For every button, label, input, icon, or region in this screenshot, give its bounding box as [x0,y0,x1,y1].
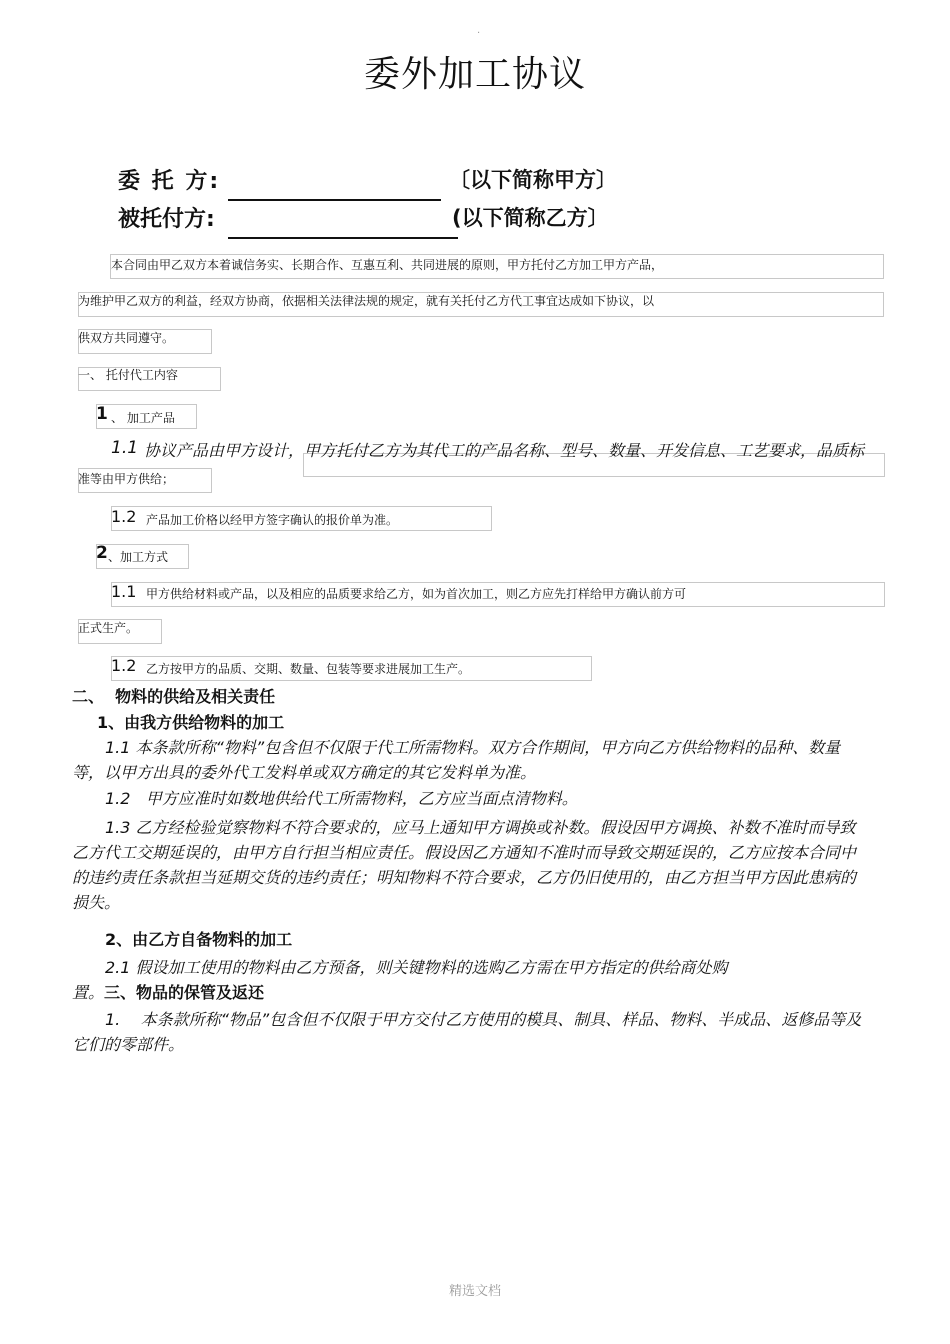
section3-heading: 三、物品的保管及返还 [104,983,265,1002]
s3-p1-line2: 它们的零部件。 [72,1035,185,1054]
p13-line1: 1.3 乙方经检验觉察物料不符合要求的，应马上通知甲方调换或补数。假设因甲方调换、补数不准时而导致 [105,818,856,837]
p21-line2-end: 置。 [72,983,105,1002]
p13-line2: 乙方代工交期延误的，由甲方自行担当相应责任。假设因乙方通知不准时而导致交期延误的，乙方应按本合同中 [72,843,857,862]
s3-p1-line1: 1. 本条款所称“物品”包含但不仅限于甲方交付乙方使用的模具、制具、样品、物料、半成品、返修品等及 [105,1010,862,1029]
clause21-text: 甲方供给材料或产品，以及相应的品质要求给乙方，如为首次加工，则乙方应先打样给甲方确认前方可 [146,587,687,601]
p11-line1: 1.1 本条款所称“物料”包含但不仅限于代工所需物料。双方合作期间，甲方向乙方供给物料的品种、数量 [105,738,841,757]
section2-paragraph-1-2 [72,786,902,811]
section2-sub1: 1、由我方供给物料的加工 [97,713,285,732]
item2-number: 2 [96,543,108,563]
clause21-number: 1.1 [111,582,137,601]
section2-heading: 二、 物料的供给及相关责任 [72,687,276,706]
item1-title: 、 加工产品 [111,411,175,425]
section3-paragraph-1 [72,1007,902,1057]
client-name-line [228,199,441,201]
contractor-label: 被托付方: [118,207,215,232]
intro-line1: 本合同由甲乙双方本着诚信务实、长期合作、互惠互利、共同进展的原则，甲方托付乙方加工甲方产品， [111,258,664,272]
p11-line2: 等，以甲方出具的委外代工发料单或双方确定的其它发料单为准。 [72,763,537,782]
page-title: 委外加工协议 [363,54,586,95]
section2-sub2: 2、由乙方自备物料的加工 [105,930,293,949]
clause11-number: 1.1 [111,438,139,458]
item1-number: 1 [96,404,108,424]
p21-line1: 2.1 假设加工使用的物料由乙方预备，则关键物料的选购乙方需在甲方指定的供给商处购 [105,958,728,977]
clause22-number: 1.2 [111,656,137,675]
p13-line4: 损失。 [72,893,121,912]
clause11-text: 协议产品由甲方设计，甲方托付乙方为其代工的产品名称、型号、数量、开发信息、工艺要求，品质标 [144,441,865,460]
intro-line3: 供双方共同遵守。 [78,331,175,345]
section2-paragraph-2-1 [72,955,902,1005]
p13-line3: 的违约责任条款担当延期交货的违约责任；明知物料不符合要求，乙方仍旧使用的，由乙方担当甲方因此患病的 [72,868,857,887]
footer-label: 精选文档 [448,1284,501,1299]
clause12-text: 产品加工价格以经甲方签字确认的报价单为准。 [146,513,399,527]
clause12-number: 1.2 [111,507,137,526]
section2-paragraph-1-3 [72,815,902,915]
client-label: 委 托 方: [118,169,221,194]
contractor-name-line [228,237,458,239]
section2-paragraph-1-1 [72,735,902,785]
client-suffix: 〔以下简称甲方〕 [449,168,617,192]
clause11-continuation: 准等由甲方供给； [78,472,175,486]
intro-line2: 为维护甲乙双方的利益，经双方协商，依据相关法律法规的规定，就有关托付乙方代工事宜达成如下协议，以 [78,294,655,308]
contractor-suffix: (以下简称乙方〕 [452,206,609,230]
p12-line: 1.2 甲方应准时如数地供给代工所需物料，乙方应当面点清物料。 [105,789,578,808]
top-dot: · [477,28,481,39]
section1-heading: 一、 托付代工内容 [78,368,178,382]
clause22-text: 乙方按甲方的品质、交期、数量、包装等要求进展加工生产。 [146,662,471,676]
item2-title: 、加工方式 [108,550,169,564]
clause21-continuation: 正式生产。 [78,621,139,635]
